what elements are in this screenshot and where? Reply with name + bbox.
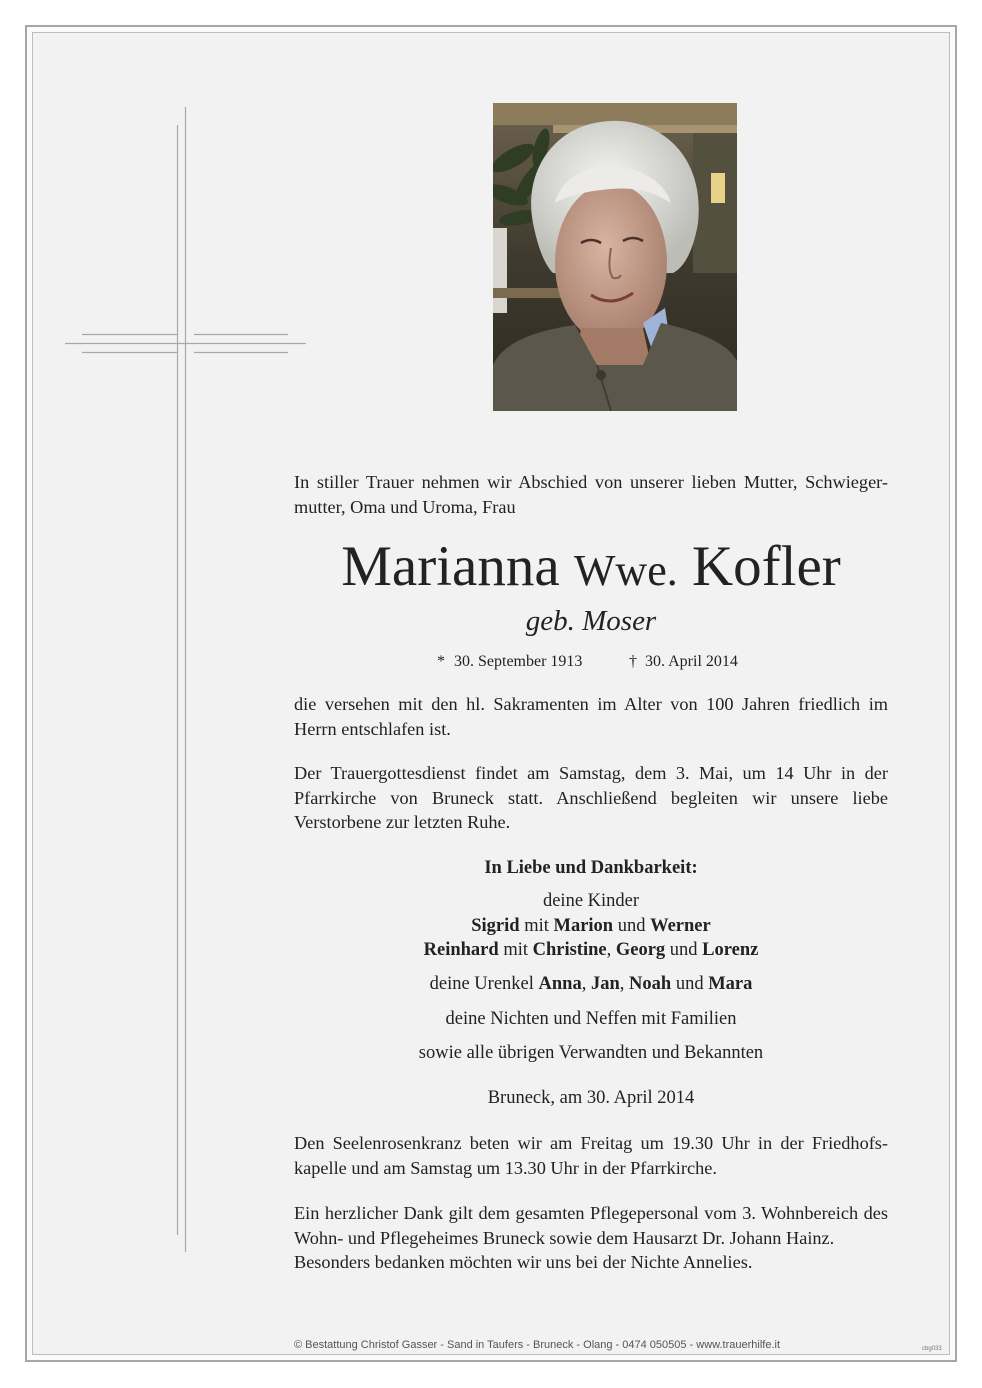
- connector-text: ,: [619, 974, 630, 994]
- template-code: cbg033: [922, 1346, 942, 1352]
- great-grandchild-name: Mara: [708, 974, 753, 994]
- connector-text: ,: [606, 940, 616, 960]
- portrait-photo: [493, 103, 737, 411]
- funeral-line: Verstorbene zur letzten Ruhe.: [294, 812, 511, 832]
- connector-text: deine Urenkel: [429, 974, 539, 994]
- intro-paragraph: [294, 470, 888, 519]
- great-grandchildren-line: [294, 972, 888, 996]
- gratitude-line: Ein herzlicher Dank gilt dem gesamten Pflegepersonal vom 3. Wohnbereich des: [294, 1203, 888, 1223]
- great-grandchild-name: Noah: [629, 974, 672, 994]
- children-line: [294, 914, 888, 938]
- background-object: [493, 228, 507, 313]
- rosary-paragraph: [294, 1131, 888, 1180]
- lamp: [711, 173, 725, 203]
- gratitude-line: Besonders bedanken möchten wir uns bei der Nichte Annelies.: [294, 1252, 753, 1272]
- grandchild-name: Lorenz: [702, 940, 759, 960]
- table: [493, 288, 563, 298]
- connector-text: mit: [519, 916, 554, 936]
- connector-text: ,: [581, 974, 591, 994]
- connector-text: und: [613, 916, 651, 936]
- birth-date: 30. September 1913: [454, 653, 583, 670]
- last-name: Kofler: [691, 535, 841, 598]
- grandchild-name: Georg: [615, 940, 666, 960]
- funeral-paragraph: [294, 761, 888, 835]
- great-grandchild-name: Anna: [538, 974, 582, 994]
- cardigan-button: [596, 370, 606, 380]
- connector-text: und: [665, 940, 703, 960]
- partner-name: Marion: [553, 916, 614, 936]
- maiden-name: geb. Moser: [525, 605, 657, 637]
- nieces-nephews-line: deine Nichten und Neffen mit Familien: [445, 1009, 737, 1029]
- children-line: [294, 938, 888, 962]
- gratitude-paragraph: [294, 1201, 888, 1275]
- death-symbol: †: [629, 653, 637, 670]
- passing-line: Herrn entschlafen ist.: [294, 718, 451, 739]
- thanks-heading-text: In Liebe und Dankbarkeit:: [484, 858, 698, 878]
- widow-title: Wwe.: [573, 546, 678, 595]
- funeral-line: Pfarrkirche von Bruneck statt. Anschließend begleiten wir unsere liebe: [294, 787, 888, 808]
- cross-ornament: [0, 0, 320, 1270]
- portrait-image: [493, 103, 737, 411]
- funeral-home-credit: © Bestattung Christof Gasser - Sand in Taufers - Bruneck - Olang - 0474 050505 - www.trauerhilfe.it: [294, 1339, 781, 1351]
- place-date: Bruneck, am 30. April 2014: [487, 1088, 695, 1108]
- partner-name: Christine: [532, 940, 607, 960]
- gratitude-line: Wohn- und Pflegeheimes Bruneck sowie dem Hausarzt Dr. Johann Hainz.: [294, 1227, 835, 1248]
- child-name: Sigrid: [471, 916, 520, 936]
- funeral-line: Der Trauergottesdienst findet am Samstag, dem 3. Mai, um 14 Uhr in der: [294, 763, 888, 783]
- first-name: Marianna: [341, 535, 560, 598]
- relatives-line: sowie alle übrigen Verwandten und Bekannten: [418, 1043, 764, 1063]
- passing-paragraph: [294, 692, 888, 741]
- passing-line: die versehen mit den hl. Sakramenten im Alter von 100 Jahren friedlich im: [294, 694, 888, 714]
- thanks-heading: [294, 856, 888, 880]
- deceased-name: [294, 535, 888, 599]
- child-name: Reinhard: [423, 940, 499, 960]
- children-intro: deine Kinder: [542, 891, 640, 911]
- grandchild-name: Werner: [650, 916, 711, 936]
- rosary-line: Den Seelenrosenkranz beten wir am Freitag um 19.30 Uhr in der Friedhofs-: [294, 1133, 888, 1153]
- intro-line: In stiller Trauer nehmen wir Abschied von unserer lieben Mutter, Schwieger-: [294, 472, 888, 492]
- birth-symbol: *: [437, 653, 445, 670]
- great-grandchild-name: Jan: [590, 974, 620, 994]
- intro-line: mutter, Oma und Uroma, Frau: [294, 496, 516, 517]
- connector-text: mit: [498, 940, 533, 960]
- connector-text: und: [671, 974, 709, 994]
- death-date: 30. April 2014: [645, 653, 738, 670]
- rosary-line: kapelle und am Samstag um 13.30 Uhr in der Pfarrkirche.: [294, 1157, 717, 1178]
